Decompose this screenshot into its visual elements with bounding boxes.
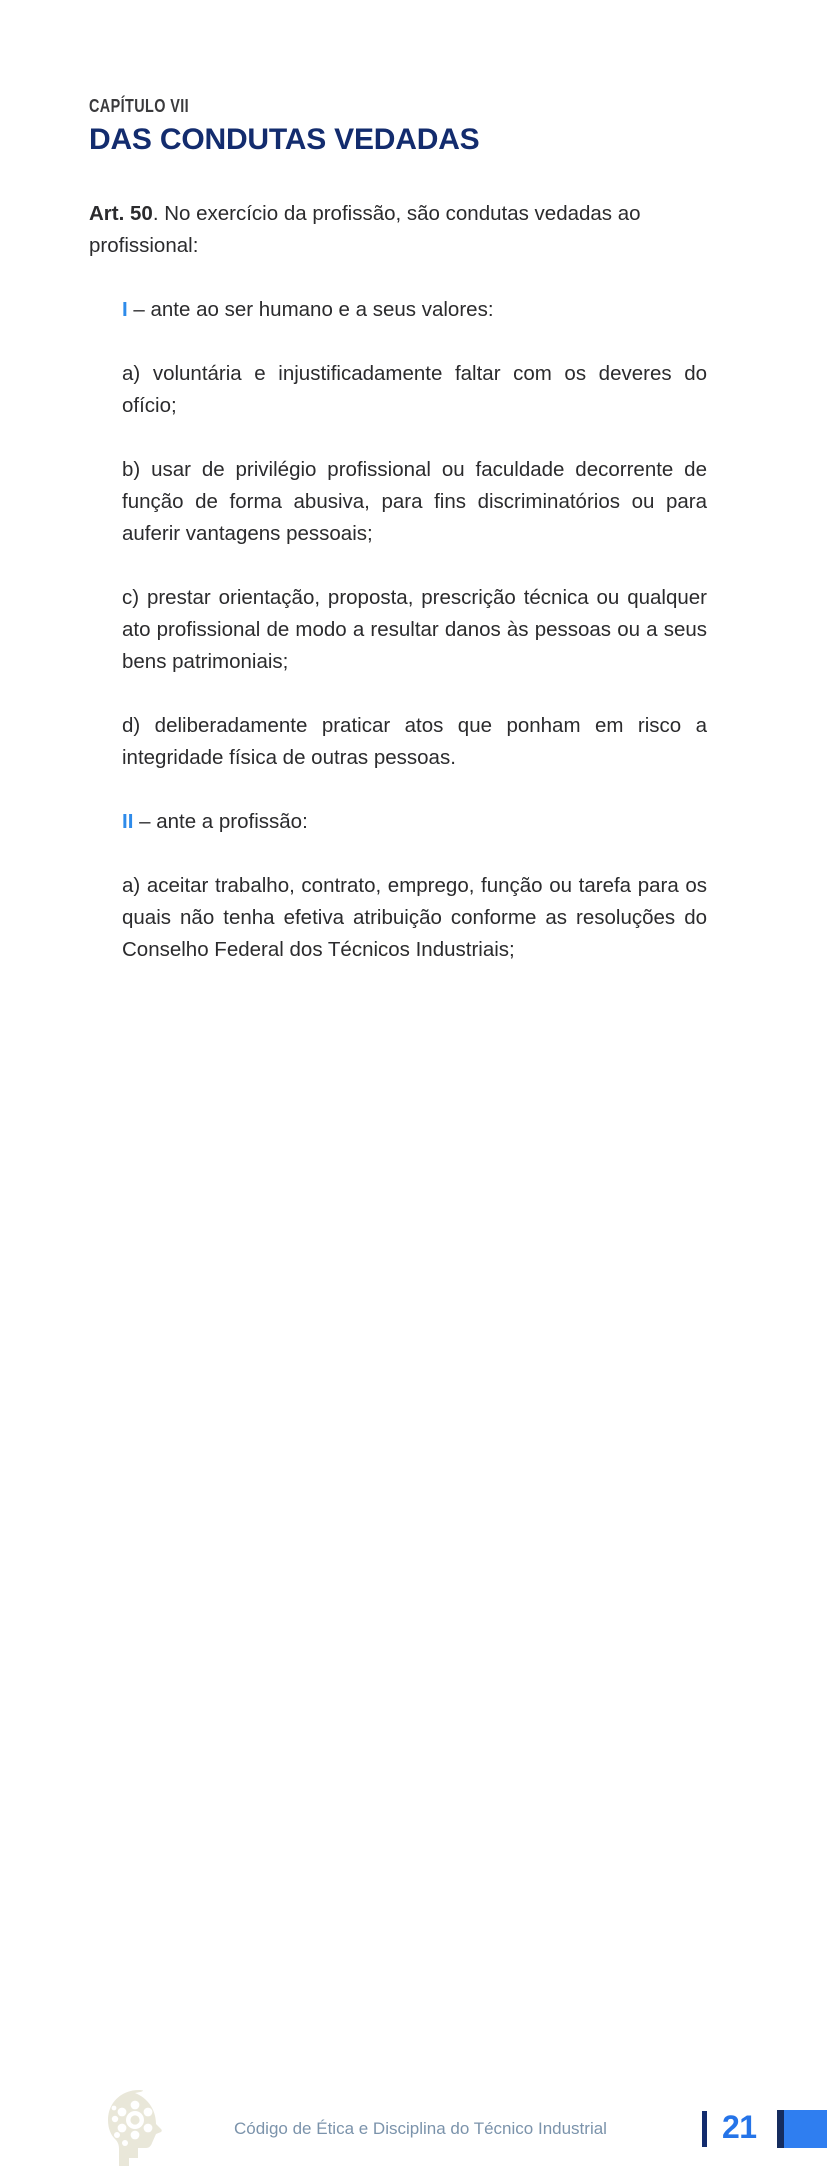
item-i-a: a) voluntária e injustificadamente faltar com os deveres do ofício; [122,362,707,417]
chapter-eyebrow: CAPÍTULO VII [89,96,190,116]
footer-color-block-edge [777,2110,784,2148]
article-label: Art. 50 [89,202,153,225]
page-title: DAS CONDUTAS VEDADAS [89,123,480,156]
head-gear-logo-icon [103,2088,177,2168]
article-body [89,198,707,966]
item-i-b: b) usar de privilégio profissional ou faculdade decorrente de função de forma abusiva, para fins discriminatórios ou para auferir vantagens pessoais; [122,458,707,545]
roman-numeral-ii: II [122,810,134,833]
item-i-c: c) prestar orientação, proposta, prescrição técnica ou qualquer ato profissional de modo a resultar danos às pessoas ou a seus bens patrimoniais; [122,586,707,673]
item-roman-one-text: – ante ao ser humano e a seus valores: [127,298,494,321]
item-i-d: d) deliberadamente praticar atos que ponham em risco a integridade física de outras pessoas. [122,714,707,769]
page-number: 21 [722,2109,757,2145]
page-footer [0,1045,827,2145]
item-roman-two-text: – ante a profissão: [133,810,308,833]
footer-color-block [777,2110,827,2148]
footer-caption: Código de Ética e Disciplina do Técnico Industrial [234,2119,607,2138]
item-roman-two [122,806,707,838]
article-lead-paragraph [89,198,707,262]
article-lead-text: . No exercício da profissão, são condutas vedadas ao profissional: [89,202,641,257]
roman-numeral-i: I [122,298,128,321]
item-ii-a: a) aceitar trabalho, contrato, emprego, função ou tarefa para os quais não tenha efetiva atribuição conforme as resoluções do Conselho Federal dos Técnicos Industriais; [122,874,707,961]
item-roman-one [122,294,707,326]
chapter-heading [89,96,709,158]
footer-divider [702,2111,707,2147]
